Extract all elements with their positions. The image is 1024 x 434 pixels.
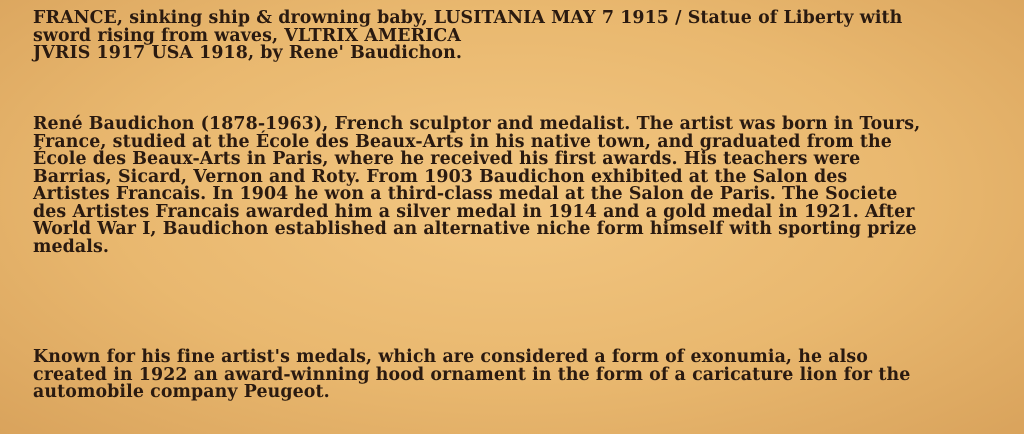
note-line: automobile company Peugeot. [33,382,330,402]
biography-line: des Artistes Francais awarded him a silver medal in 1914 and a gold medal in 1921. After [33,201,915,222]
note-line: created in 1922 an award-winning hood ornament in the form of a caricature lion for the [33,364,911,385]
caption-line: JVRIS 1917 USA 1918, by Rene' Baudichon. [33,43,462,63]
biography-line: René Baudichon (1878-1963), French sculptor and medalist. The artist was born in Tours, [33,114,921,134]
caption-line: sword rising from waves, VLTRIX AMERICA [33,25,461,46]
note-line: Known for his fine artist's medals, which are considered a form of exonumia, he also [33,347,868,367]
biography-line: World War I, Baudichon established an alternative niche form himself with sporting prize [33,219,917,239]
hood-ornament-note [33,349,910,402]
biography-line: Artistes Francais. In 1904 he won a third-class medal at the Salon de Paris. The Societe [33,184,898,204]
biography-line: France, studied at the École des Beaux-Arts in his native town, and graduated from the [33,131,892,152]
medal-caption [33,10,902,63]
caption-line: FRANCE, sinking ship & drowning baby, LUSITANIA MAY 7 1915 / Statue of Liberty with [33,8,903,28]
artist-biography [33,116,920,256]
biography-line: École des Beaux-Arts in Paris, where he received his first awards. His teachers were [33,149,861,169]
biography-line: medals. [33,236,110,257]
biography-line: Barrias, Sicard, Vernon and Roty. From 1903 Baudichon exhibited at the Salon des [33,166,848,187]
